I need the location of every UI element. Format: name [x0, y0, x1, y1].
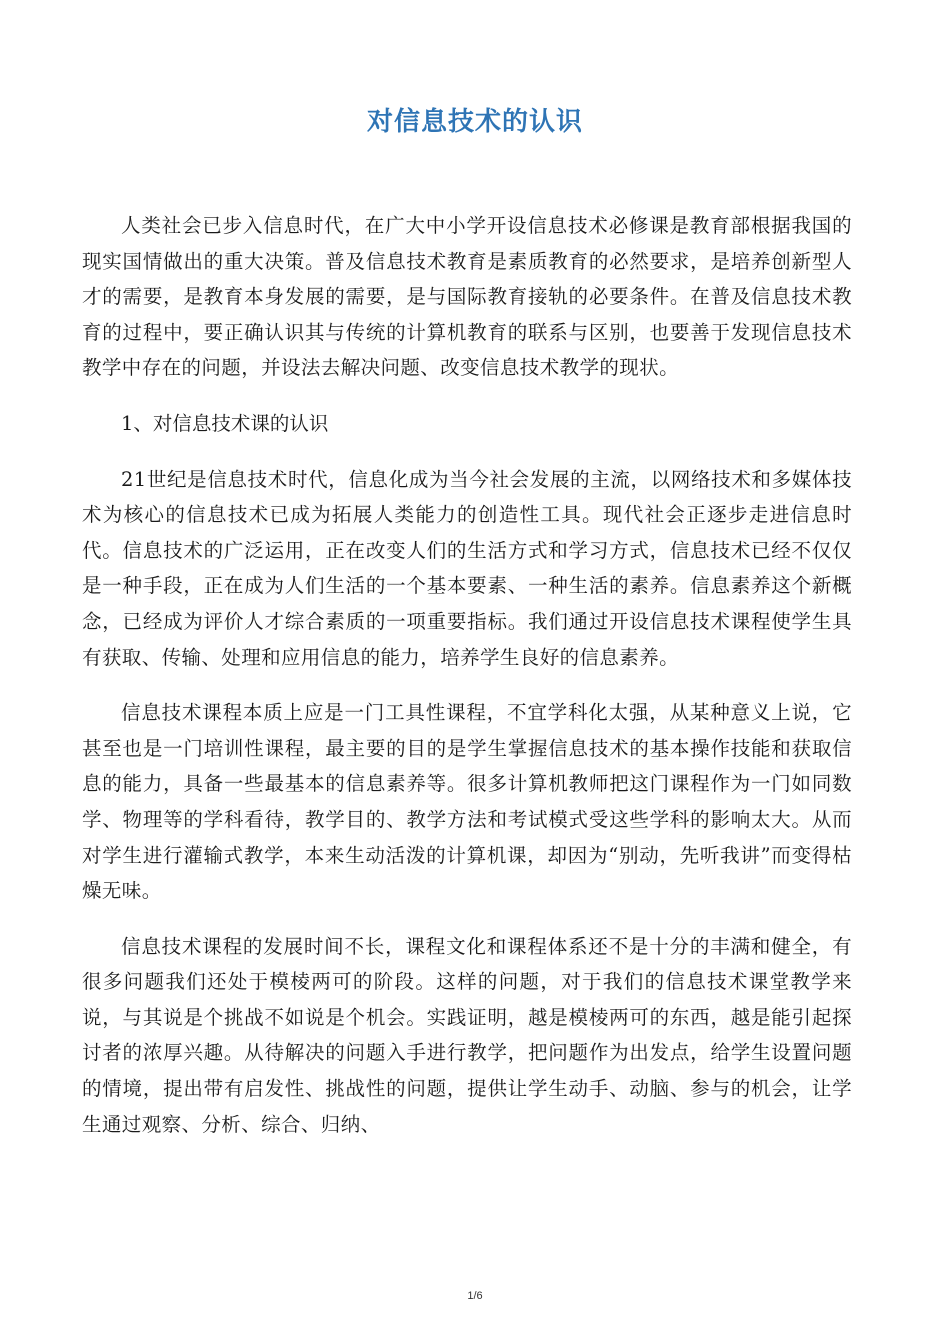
section-heading: 1、对信息技术课的认识 — [121, 411, 329, 435]
section-paragraph-3: 信息技术课程的发展时间不长，课程文化和课程体系还不是十分的丰满和健全，有很多问题我们还处于模棱两可的阶段。这样的问题，对于我们的信息技术课堂教学来说，与其说是个挑战不如说是个机会。实践证明，越是模棱两可的东西，越是能引起探讨者的浓厚兴趣。从待解决的问题入手进行教学，把问题作为出发点，给学生设置问题的情境，提出带有启发性、挑战性的问题，提供让学生动手、动脑、参与的机会，让学生通过观察、分析、综合、归纳、 — [82, 934, 852, 1136]
section-paragraph-2: 信息技术课程本质上应是一门工具性课程，不宜学科化太强，从某种意义上说，它甚至也是一门培训性课程，最主要的目的是学生掌握信息技术的基本操作技能和获取信息的能力，具备一些最基本的信息素养等。很多计算机教师把这门课程作为一门如同数学、物理等的学科看待，教学目的、教学方法和考试模式受这些学科的影响太大。从而对学生进行灌输式教学，本来生动活泼的计算机课，却因为“别动，先听我讲”而变得枯燥无味。 — [82, 701, 852, 903]
intro-paragraph: 人类社会已步入信息时代，在广大中小学开设信息技术必修课是教育部根据我国的现实国情做出的重大决策。普及信息技术教育是素质教育的必然要求，是培养创新型人才的需要，是教育本身发展的需要，是与国际教育接轨的必要条件。在普及信息技术教育的过程中，要正确认识其与传统的计算机教育的联系与区别，也要善于发现信息技术教学中存在的问题，并设法去解决问题、改变信息技术教学的现状。 — [82, 214, 852, 380]
page-number: 1/6 — [467, 1290, 483, 1302]
document-title: 对信息技术的认识 — [366, 107, 583, 137]
document-body — [82, 208, 852, 1162]
section-paragraph-1: 21世纪是信息技术时代，信息化成为当今社会发展的主流，以网络技术和多媒体技术为核心的信息技术已成为拓展人类能力的创造性工具。现代社会正逐步走进信息时代。信息技术的广泛运用，正在改变人们的生活方式和学习方式，信息技术已经不仅仅是一种手段，正在成为人们生活的一个基本要素、一种生活的素养。信息素养这个新概念，已经成为评价人才综合素质的一项重要指标。我们通过开设信息技术课程使学生具有获取、传输、处理和应用信息的能力，培养学生良好的信息素养。 — [82, 467, 852, 669]
